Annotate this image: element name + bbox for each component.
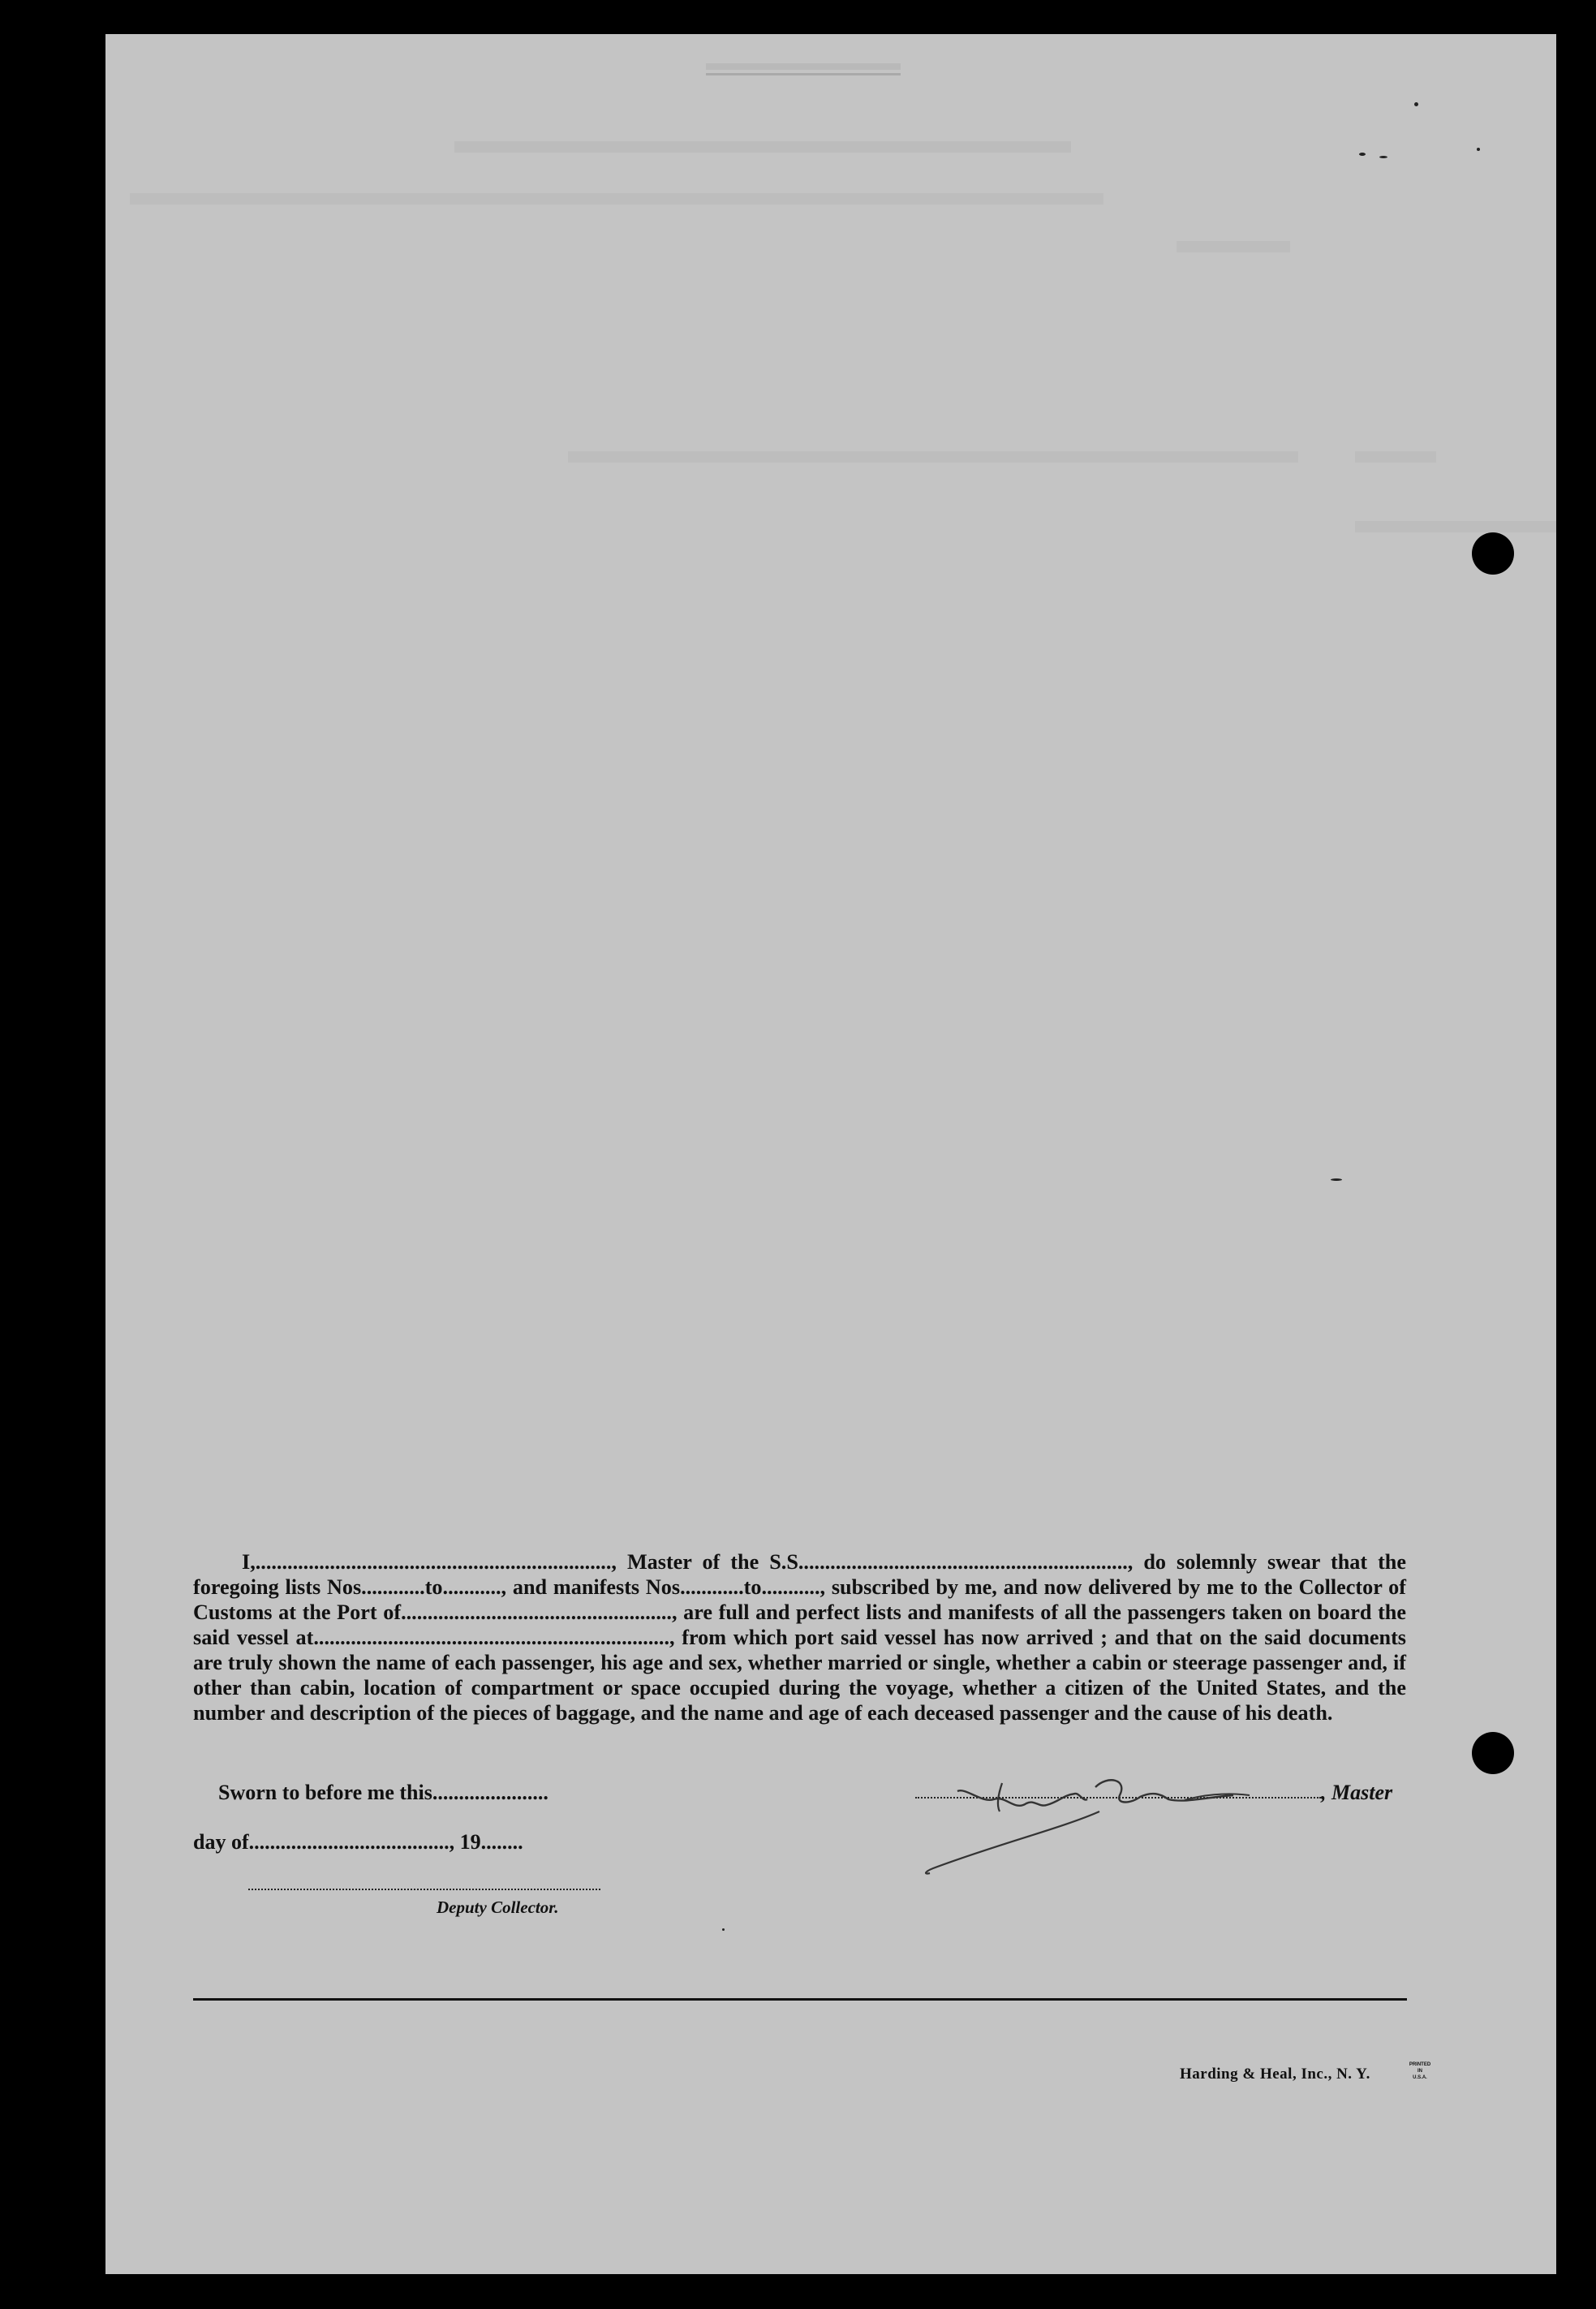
deputy-collector-label: Deputy Collector.	[437, 1898, 559, 1917]
master-label: , Master	[1321, 1781, 1393, 1804]
speck	[1414, 102, 1418, 106]
deputy-signature-line	[248, 1889, 600, 1890]
speck	[1359, 153, 1366, 156]
printer-imprint: Harding & Heal, Inc., N. Y.	[1180, 2066, 1370, 2083]
svg-text:PRINTED: PRINTED	[1409, 2062, 1431, 2067]
svg-text:IN: IN	[1417, 2069, 1422, 2074]
union-label-mark	[1400, 2058, 1440, 2083]
svg-text:U.S.A.: U.S.A.	[1413, 2075, 1427, 2080]
speck	[1331, 1178, 1342, 1181]
master-oath	[193, 1549, 1406, 1725]
bottom-rule	[193, 1998, 1407, 2001]
punch-hole	[1472, 532, 1514, 575]
speck	[722, 1928, 725, 1931]
punch-hole	[1472, 1732, 1514, 1774]
master-handwritten-signature	[917, 1755, 1274, 1917]
oath-paragraph: I,..................................................................., Master of the S.S.............................................................., do solemnly swear that the foregoing lists Nos............to..........., and manifests Nos............to..........., subscribed by me, and now delivered by me to the Collector of Customs at the Port of..................................................., are full and perfect lists and manifests of all the passengers taken on board the said vessel at..................................................................., from which port said vessel has now arrived ; and that on the said documents are truly shown the name of each passenger, his age and sex, whether married or single, whether a cabin or steerage passenger and, if other than cabin, location of compartment or space occupied during the voyage, whether a citizen of the United States, and the number and description of the pieces of baggage, and the name and age of each deceased passenger and the cause of his death.	[193, 1550, 1406, 1725]
sworn-before-line: Sworn to before me this......................	[218, 1781, 548, 1804]
day-of-line: day of......................................, 19........	[193, 1830, 523, 1854]
speck	[1379, 156, 1387, 158]
speck	[1477, 148, 1480, 151]
manifest-page	[105, 34, 1556, 2274]
